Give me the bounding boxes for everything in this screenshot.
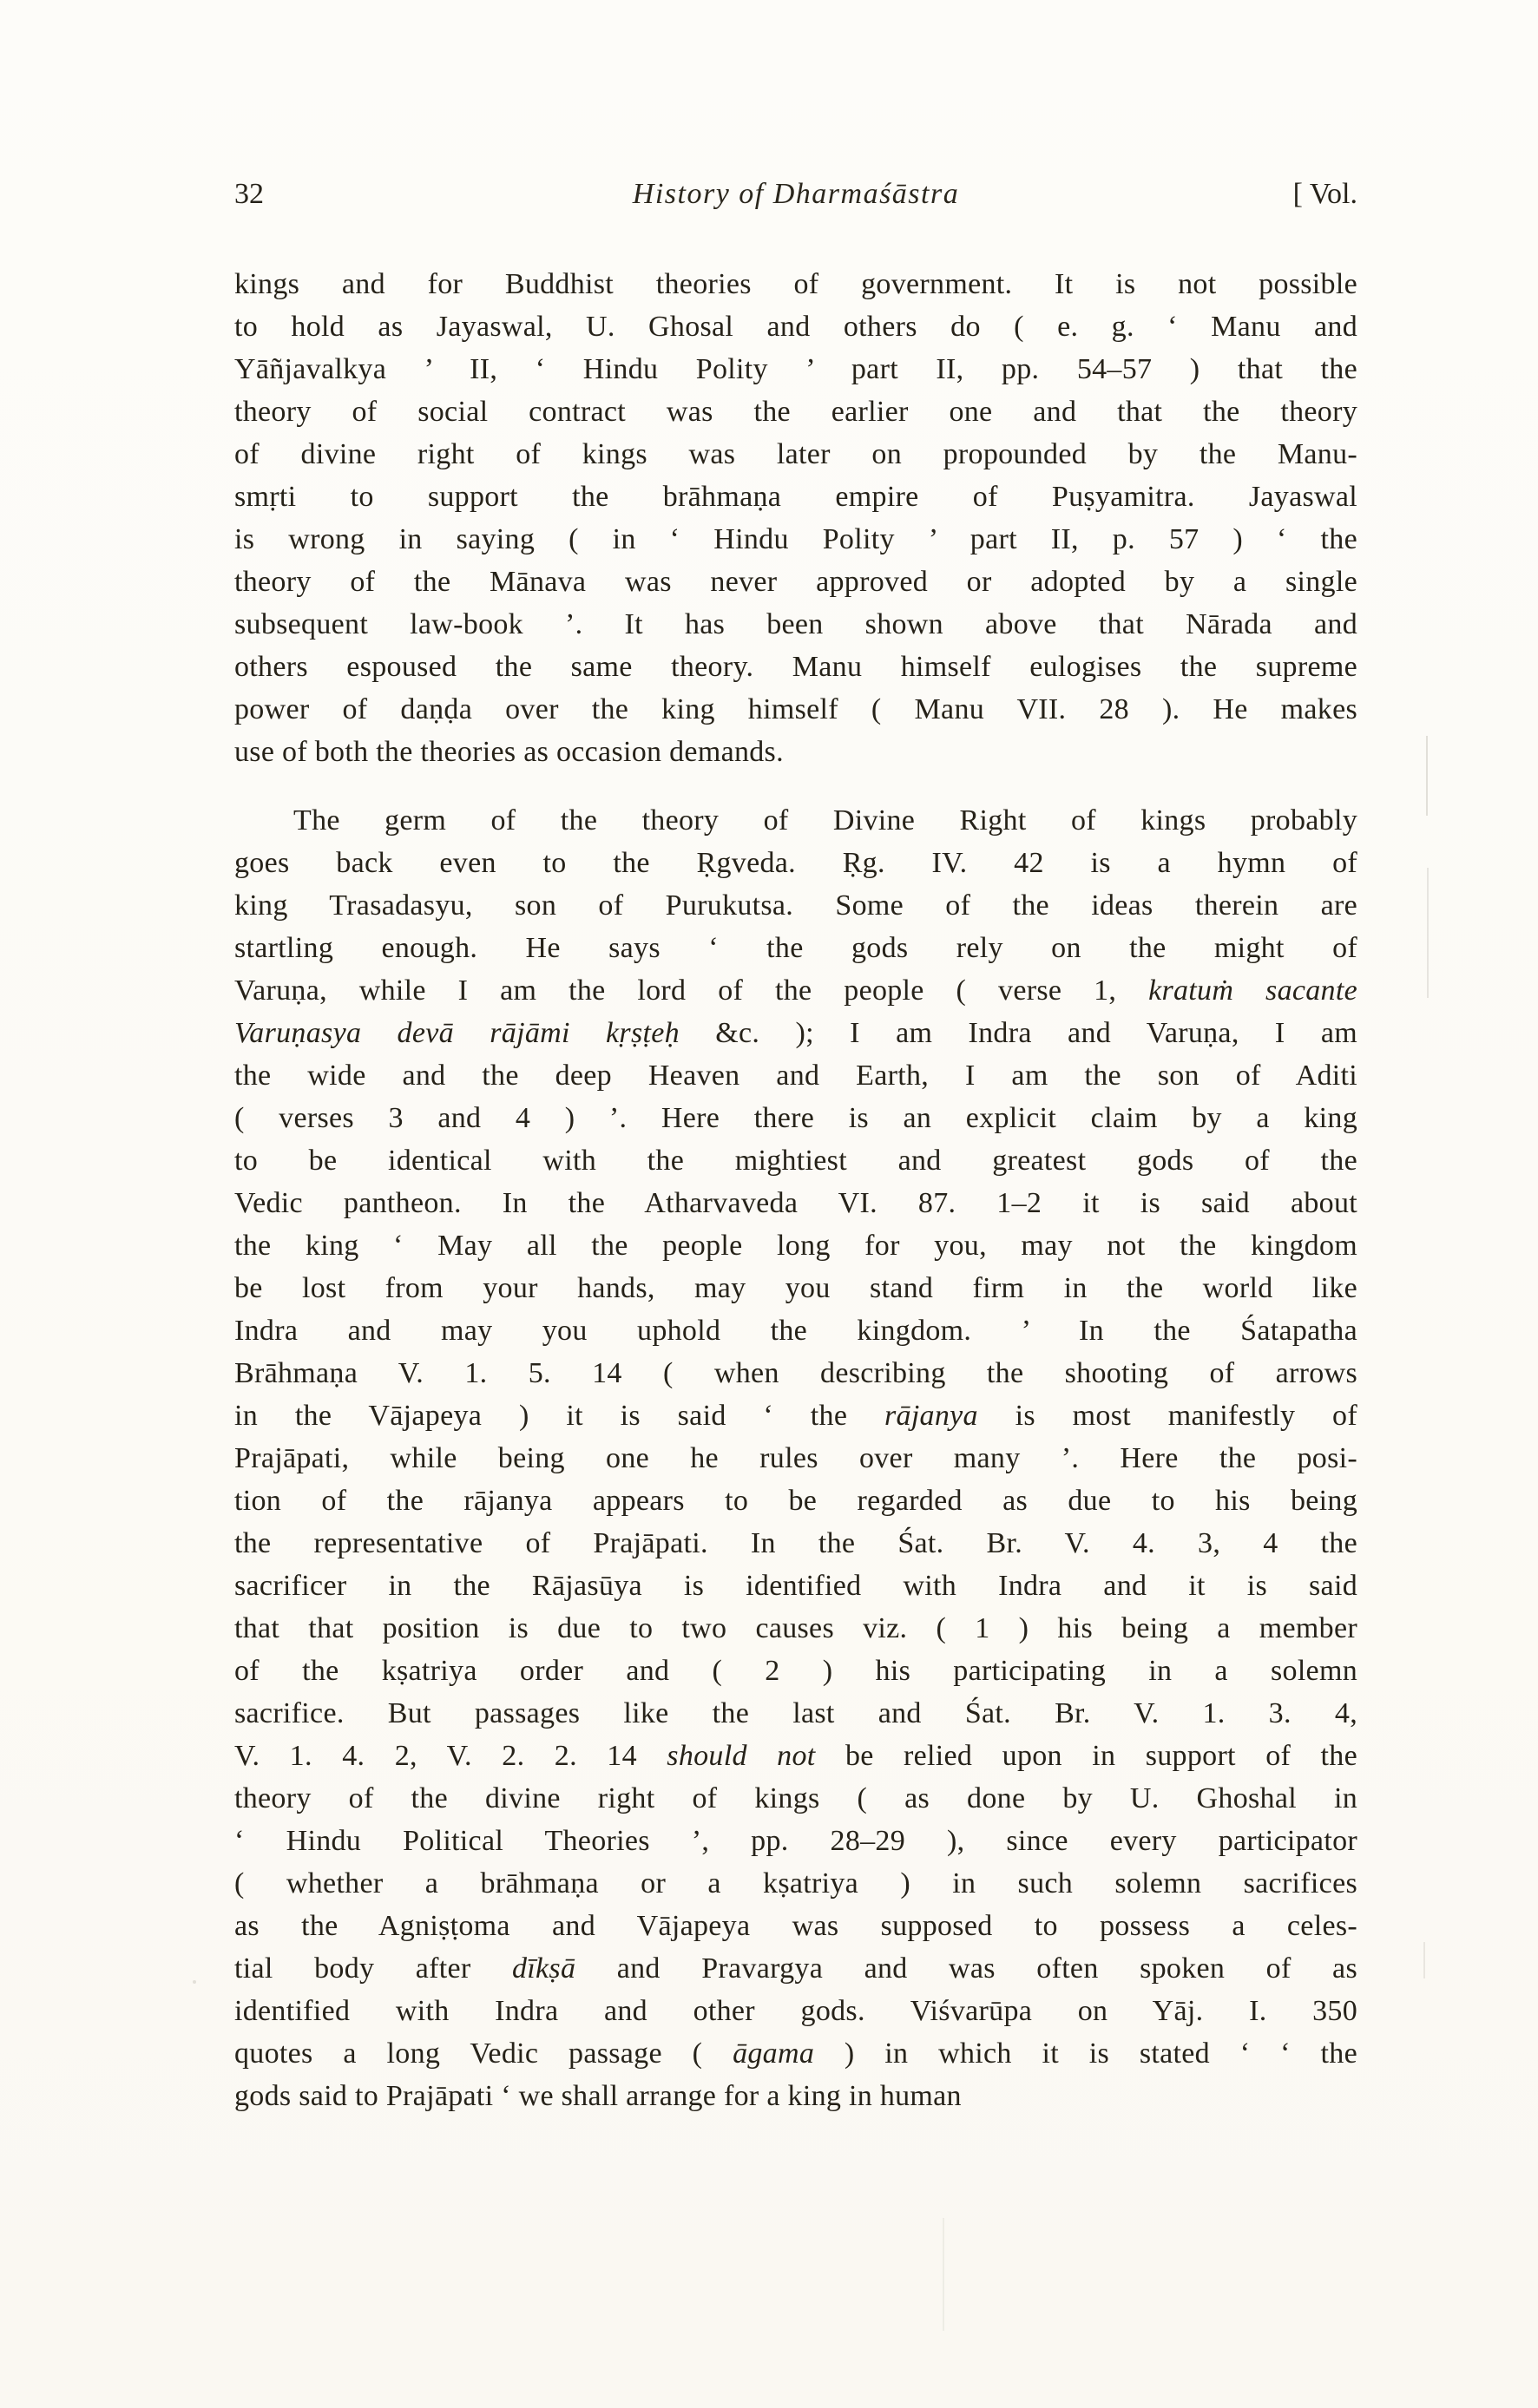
text-run: quotes a long Vedic passage ( bbox=[234, 2037, 733, 2070]
text-run: others espoused the same theory. Manu himself eulogises the supreme bbox=[234, 651, 1357, 683]
text-run: kings and for Buddhist theories of government. It is not possible bbox=[234, 268, 1357, 300]
text-line bbox=[234, 1565, 1357, 1607]
text-run: V. 1. 4. 2, V. 2. 2. 14 bbox=[234, 1740, 667, 1772]
page-body bbox=[234, 263, 1357, 2117]
text-line bbox=[234, 799, 1357, 842]
text-line bbox=[234, 263, 1357, 305]
scan-artifact bbox=[943, 2218, 944, 2331]
text-run: ) in which it is stated ‘ ‘ the bbox=[814, 2037, 1357, 2070]
text-line bbox=[234, 1437, 1357, 1480]
italic-text-run: should not bbox=[667, 1740, 816, 1772]
text-run: ‘ Hindu Political Theories ’, pp. 28–29 ), since every participator bbox=[234, 1825, 1357, 1857]
text-line bbox=[234, 1862, 1357, 1905]
text-line bbox=[234, 348, 1357, 390]
italic-text-run: dīkṣā bbox=[512, 1952, 576, 1985]
text-run: ( verses 3 and 4 ) ’. Here there is an explicit claim by a king bbox=[234, 1102, 1357, 1134]
text-run: The germ of the theory of Divine Right of kings probably bbox=[293, 804, 1357, 837]
text-line bbox=[234, 1267, 1357, 1309]
volume-label: [ Vol. bbox=[1292, 178, 1357, 210]
text-line bbox=[234, 646, 1357, 688]
text-run: subsequent law-book ’. It has been shown above that Nārada and bbox=[234, 608, 1357, 640]
text-run: power of daṇḍa over the king himself ( Manu VII. 28 ). He makes bbox=[234, 693, 1357, 725]
italic-text-run: Varuṇasya devā rājāmi kṛṣṭeḥ bbox=[234, 1017, 680, 1049]
text-line bbox=[234, 433, 1357, 476]
text-run: goes back even to the Ṛgveda. Ṛg. IV. 42 is a hymn of bbox=[234, 847, 1357, 879]
text-line bbox=[234, 969, 1357, 1012]
page-header bbox=[234, 178, 1357, 211]
text-line bbox=[234, 1650, 1357, 1692]
text-run: as the Agniṣṭoma and Vājapeya was supposed to possess a celes- bbox=[234, 1910, 1357, 1942]
paragraph-2 bbox=[234, 799, 1357, 2117]
paragraph-1 bbox=[234, 263, 1357, 773]
text-run: theory of the divine right of kings ( as done by U. Ghoshal in bbox=[234, 1782, 1357, 1814]
text-line bbox=[234, 1309, 1357, 1352]
text-run: Varuṇa, while I am the lord of the people ( verse 1, bbox=[234, 974, 1149, 1007]
text-line bbox=[234, 561, 1357, 603]
text-line bbox=[234, 1224, 1357, 1267]
text-run: Indra and may you uphold the kingdom. ’ In the Śatapatha bbox=[234, 1315, 1357, 1347]
text-run: to hold as Jayaswal, U. Ghosal and others do ( e. g. ‘ Manu and bbox=[234, 311, 1357, 343]
scan-artifact bbox=[1426, 736, 1428, 816]
text-run: sacrifice. But passages like the last and Śat. Br. V. 1. 3. 4, bbox=[234, 1697, 1357, 1729]
text-line bbox=[234, 1480, 1357, 1522]
text-line bbox=[234, 1735, 1357, 1777]
text-run: be lost from your hands, may you stand firm in the world like bbox=[234, 1272, 1357, 1304]
text-run: and Pravargya and was often spoken of as bbox=[575, 1952, 1357, 1985]
text-run: Yāñjavalkya ’ II, ‘ Hindu Polity ’ part II, pp. 54–57 ) that the bbox=[234, 353, 1357, 385]
italic-text-run: kratuṁ sacante bbox=[1148, 974, 1357, 1007]
text-run: Prajāpati, while being one he rules over many ’. Here the posi- bbox=[234, 1442, 1357, 1474]
text-line bbox=[234, 1394, 1357, 1437]
text-run: that that position is due to two causes viz. ( 1 ) his being a member bbox=[234, 1612, 1357, 1644]
text-line bbox=[234, 1054, 1357, 1097]
text-line bbox=[234, 884, 1357, 927]
text-run: theory of the Mānava was never approved or adopted by a single bbox=[234, 566, 1357, 598]
text-line bbox=[234, 1352, 1357, 1394]
text-line bbox=[234, 927, 1357, 969]
running-title: History of Dharmaśāstra bbox=[632, 178, 960, 210]
text-line bbox=[234, 1012, 1357, 1054]
text-run: gods said to Prajāpati ‘ we shall arrange for a king in human bbox=[234, 2080, 962, 2112]
text-run: Vedic pantheon. In the Atharvaveda VI. 87. 1–2 it is said about bbox=[234, 1187, 1357, 1219]
text-line bbox=[234, 1777, 1357, 1820]
text-line bbox=[234, 1522, 1357, 1565]
text-line bbox=[234, 688, 1357, 731]
scan-artifact bbox=[1427, 868, 1429, 998]
text-run: smṛti to support the brāhmaṇa empire of Puṣyamitra. Jayaswal bbox=[234, 481, 1357, 513]
text-line bbox=[234, 518, 1357, 561]
text-run: tial body after bbox=[234, 1952, 512, 1985]
text-line bbox=[234, 1607, 1357, 1650]
text-line bbox=[234, 2032, 1357, 2075]
text-run: of divine right of kings was later on propounded by the Manu- bbox=[234, 438, 1357, 470]
text-run: startling enough. He says ‘ the gods rely on the might of bbox=[234, 932, 1357, 964]
text-line bbox=[234, 1947, 1357, 1990]
text-run: is wrong in saying ( in ‘ Hindu Polity ’ part II, p. 57 ) ‘ the bbox=[234, 523, 1357, 555]
italic-text-run: rājanya bbox=[884, 1400, 978, 1432]
scan-artifact bbox=[193, 1980, 196, 1984]
text-line bbox=[234, 731, 1357, 773]
text-run: ( whether a brāhmaṇa or a kṣatriya ) in such solemn sacrifices bbox=[234, 1867, 1357, 1899]
text-run: to be identical with the mightiest and greatest gods of the bbox=[234, 1145, 1357, 1177]
text-run: is most manifestly of bbox=[977, 1400, 1357, 1432]
text-line bbox=[234, 1692, 1357, 1735]
italic-text-run: āgama bbox=[733, 2037, 815, 2070]
text-run: use of both the theories as occasion demands. bbox=[234, 736, 784, 768]
text-line bbox=[234, 305, 1357, 348]
text-run: the representative of Prajāpati. In the Śat. Br. V. 4. 3, 4 the bbox=[234, 1527, 1357, 1559]
text-line bbox=[234, 1820, 1357, 1862]
text-line bbox=[234, 1097, 1357, 1139]
text-run: Brāhmaṇa V. 1. 5. 14 ( when describing the shooting of arrows bbox=[234, 1357, 1357, 1389]
text-line bbox=[234, 1139, 1357, 1182]
text-line bbox=[234, 1905, 1357, 1947]
text-run: the king ‘ May all the people long for you, may not the kingdom bbox=[234, 1230, 1357, 1262]
text-line bbox=[234, 1990, 1357, 2032]
text-run: the wide and the deep Heaven and Earth, I am the son of Aditi bbox=[234, 1060, 1357, 1092]
text-line bbox=[234, 842, 1357, 884]
text-line bbox=[234, 1182, 1357, 1224]
text-run: king Trasadasyu, son of Purukutsa. Some of the ideas therein are bbox=[234, 889, 1357, 922]
text-run: identified with Indra and other gods. Viśvarūpa on Yāj. I. 350 bbox=[234, 1995, 1357, 2027]
text-run: theory of social contract was the earlier one and that the theory bbox=[234, 396, 1357, 428]
scan-artifact bbox=[1423, 1942, 1425, 1978]
page-number: 32 bbox=[234, 178, 264, 210]
text-run: be relied upon in support of the bbox=[815, 1740, 1357, 1772]
text-line bbox=[234, 603, 1357, 646]
text-run: tion of the rājanya appears to be regarded as due to his being bbox=[234, 1485, 1357, 1517]
text-line bbox=[234, 2075, 1357, 2117]
text-line bbox=[234, 390, 1357, 433]
text-line bbox=[234, 476, 1357, 518]
text-run: in the Vājapeya ) it is said ‘ the bbox=[234, 1400, 884, 1432]
text-run: &c. ); I am Indra and Varuṇa, I am bbox=[679, 1017, 1357, 1049]
text-run: sacrificer in the Rājasūya is identified with Indra and it is said bbox=[234, 1570, 1357, 1602]
text-run: of the kṣatriya order and ( 2 ) his participating in a solemn bbox=[234, 1655, 1357, 1687]
